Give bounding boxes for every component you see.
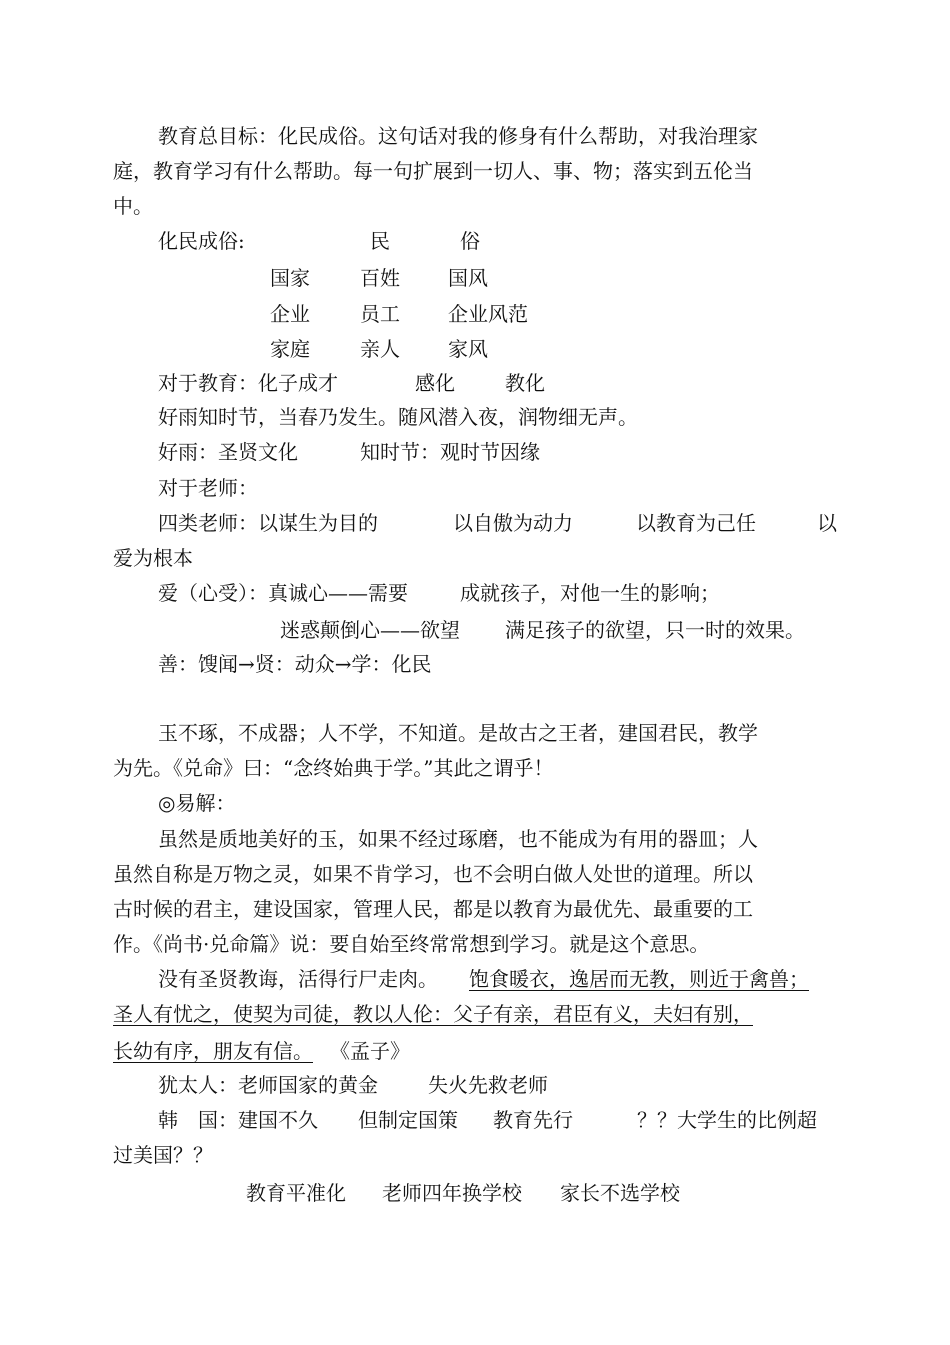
text-segment: 爱（心受）：真诚心——需要 <box>158 581 408 605</box>
underlined-quote: 长幼有序，朋友有信。 <box>113 1039 313 1063</box>
text-segment: 犹太人：老师国家的黄金 <box>158 1073 378 1097</box>
text-line: 作。《尚书·兑命篇》说：要自始至终常常想到学习。就是这个意思。 <box>113 932 710 956</box>
text-line: 爱为根本 <box>113 546 193 570</box>
text-line: ◎易解： <box>158 791 236 815</box>
table-cell: 员工 <box>360 302 400 326</box>
text-segment: 对于教育：化子成才 <box>158 371 338 395</box>
text-segment: 老师四年换学校 <box>382 1181 522 1205</box>
text-segment: 教育先行 <box>493 1108 573 1132</box>
text-line: 善：馊闻→贤：动众→学：化民 <box>158 652 432 676</box>
text-segment: 四类老师：以谋生为目的 <box>158 511 378 535</box>
text-segment: 教化 <box>505 371 545 395</box>
text-segment: ？？大学生的比例超 <box>637 1108 817 1132</box>
table-cell: 企业风范 <box>448 302 528 326</box>
text-segment: 以 <box>817 511 837 535</box>
text-line: 庭，教育学习有什么帮助。每一句扩展到一切人、事、物；落实到五伦当 <box>113 159 753 183</box>
table-cell: 国家 <box>270 266 310 290</box>
huamin-col-su: 俗 <box>460 229 480 253</box>
text-segment: 教育平准化 <box>246 1181 346 1205</box>
table-cell: 百姓 <box>360 266 400 290</box>
text-line: 过美国？？ <box>113 1143 213 1167</box>
table-cell: 家庭 <box>270 337 310 361</box>
text-segment: 成就孩子，对他一生的影响； <box>460 581 720 605</box>
text-line: 为先。《兑命》曰：“念终始典于学。”其此之谓乎！ <box>113 756 554 780</box>
text-segment: 韩 国：建国不久 <box>158 1108 318 1132</box>
text-segment: 但制定国策 <box>358 1108 458 1132</box>
text-segment: 以自傲为动力 <box>453 511 573 535</box>
text-segment: 家长不选学校 <box>560 1181 680 1205</box>
text-segment: 迷惑颠倒心——欲望 <box>280 618 460 642</box>
table-cell: 家风 <box>448 337 488 361</box>
source-citation: 《孟子》 <box>330 1039 410 1063</box>
text-segment: 失火先救老师 <box>428 1073 548 1097</box>
table-cell: 亲人 <box>360 337 400 361</box>
text-line: 好雨知时节，当春乃发生。随风潜入夜，润物细无声。 <box>158 405 638 429</box>
text-segment: 知时节：观时节因缘 <box>360 440 540 464</box>
text-line: 虽然是质地美好的玉，如果不经过琢磨，也不能成为有用的器皿；人 <box>158 827 758 851</box>
huamin-label: 化民成俗: <box>158 229 245 253</box>
text-line: 中。 <box>113 194 153 218</box>
text-segment: 以教育为己任 <box>636 511 756 535</box>
text-line: 对于老师： <box>158 476 258 500</box>
underlined-quote: 圣人有忧之，使契为司徒，教以人伦：父子有亲，君臣有义，夫妇有别， <box>113 1002 753 1026</box>
underlined-quote: 饱食暖衣，逸居而无教，则近于禽兽； <box>469 967 809 991</box>
table-cell: 企业 <box>270 302 310 326</box>
text-segment: 没有圣贤教诲，活得行尸走肉。 <box>158 967 438 991</box>
text-segment: 好雨：圣贤文化 <box>158 440 298 464</box>
text-line: 教育总目标：化民成俗。这句话对我的修身有什么帮助，对我治理家 <box>158 124 758 148</box>
text-segment: 感化 <box>415 371 455 395</box>
text-line: 古时候的君主，建设国家，管理人民，都是以教育为最优先、最重要的工 <box>113 897 753 921</box>
huamin-col-min: 民 <box>370 229 390 253</box>
text-segment: 满足孩子的欲望，只一时的效果。 <box>505 618 805 642</box>
text-line: 虽然自称是万物之灵，如果不肯学习，也不会明白做人处世的道理。所以 <box>113 862 753 886</box>
text-line: 玉不琢，不成器；人不学，不知道。是故古之王者，建国君民，教学 <box>158 721 758 745</box>
table-cell: 国风 <box>448 266 488 290</box>
